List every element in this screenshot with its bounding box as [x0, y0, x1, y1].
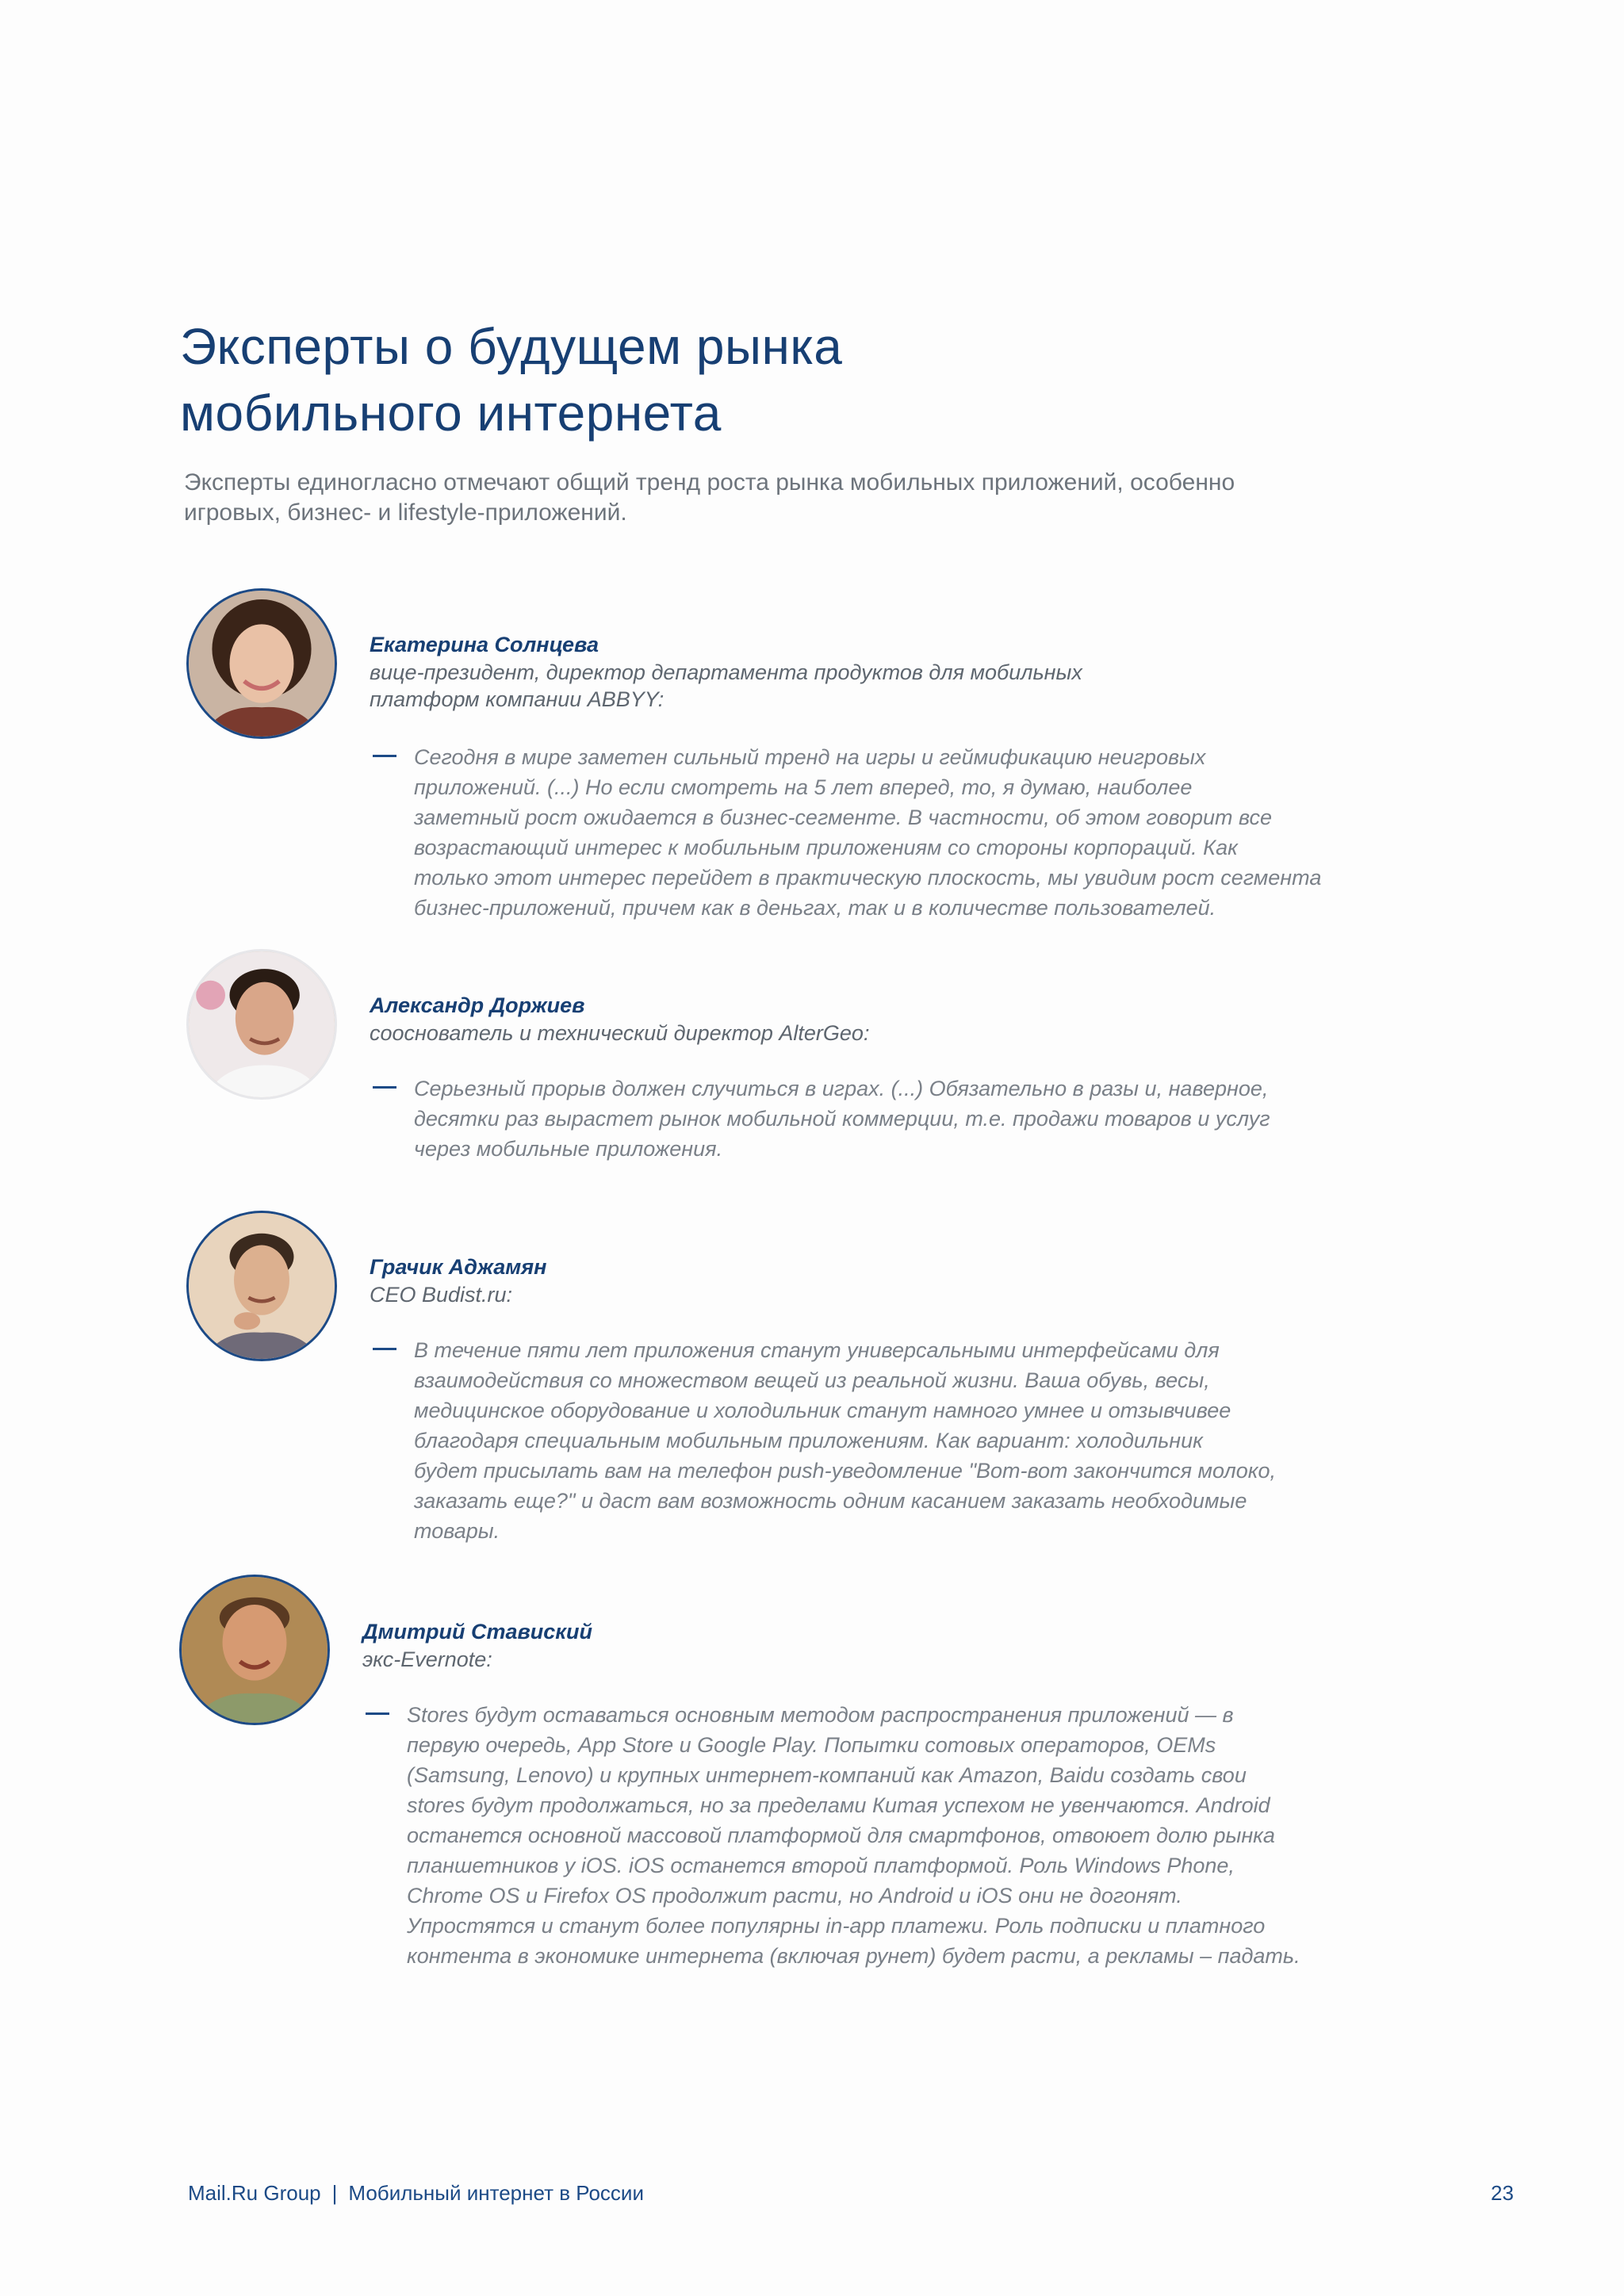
avatar [179, 1575, 330, 1725]
role-line: экс-Evernote: [362, 1647, 492, 1671]
expert-quote [407, 1700, 1342, 1971]
quote-line: Stores будут оставаться основным методом распространения приложений — в [407, 1703, 1234, 1727]
page-number: 23 [1491, 2181, 1514, 2205]
quote-line: медицинское оборудование и холодильник станут намного умнее и отзывчивее [414, 1399, 1231, 1422]
quote-line: В течение пяти лет приложения станут универсальными интерфейсами для [414, 1338, 1220, 1362]
footer-separator: | [331, 2181, 338, 2205]
page-title-line: Эксперты о будущем рынка [180, 318, 843, 375]
quote-line: заметный рост ожидается в бизнес-сегменте. В частности, об этом говорит все [414, 806, 1273, 829]
expert-role [370, 1020, 869, 1047]
role-line: платформ компании ABBYY: [370, 687, 665, 711]
intro-line: игровых, бизнес- и lifestyle-приложений. [184, 499, 627, 526]
expert-role [370, 1281, 512, 1308]
quote-dash [366, 1712, 389, 1715]
expert-name: Дмитрий Ставиский [362, 1620, 592, 1644]
quote-line: десятки раз вырастет рынок мобильной коммерции, т.е. продажи товаров и услуг [414, 1107, 1270, 1131]
quote-line: заказать еще?" и даст вам возможность одним касанием заказать необходимые [414, 1489, 1247, 1513]
avatar-portrait-image [189, 1213, 335, 1359]
quote-line: бизнес-приложений, причем как в деньгах, так и в количестве пользователей. [414, 896, 1216, 920]
quote-line: только этот интерес перейдет в практическую плоскость, мы увидим рост сегмента [414, 866, 1322, 890]
quote-line: возрастающий интерес к мобильным приложениям со стороны корпораций. Как [414, 836, 1238, 859]
avatar-portrait-image [189, 951, 335, 1097]
page-title-line: мобильного интернета [180, 385, 722, 442]
expert-role [370, 659, 1082, 713]
footer-publication [188, 2180, 644, 2206]
role-line: вице-президент, директор департамента продуктов для мобильных [370, 660, 1082, 684]
quote-line: Упростятся и станут более популярны in-app платежи. Роль подписки и платного [407, 1914, 1266, 1938]
quote-line: (Samsung, Lenovo) и крупных интернет-компаний как Amazon, Baidu создать свои [407, 1763, 1247, 1787]
expert-quote [414, 742, 1350, 923]
expert-name: Александр Доржиев [370, 993, 585, 1017]
quote-line: через мобильные приложения. [414, 1137, 723, 1161]
intro-line: Эксперты единогласно отмечают общий тренд роста рынка мобильных приложений, особенно [184, 469, 1235, 496]
avatar [186, 949, 337, 1100]
expert-role [362, 1646, 492, 1673]
expert-quote [414, 1073, 1350, 1164]
quote-line: планшетников у iOS. iOS останется второй платформой. Роль Windows Phone, [407, 1854, 1235, 1877]
quote-dash [373, 1086, 396, 1089]
quote-line: взаимодействия со множеством вещей из реальной жизни. Ваша обувь, весы, [414, 1368, 1210, 1392]
expert-quote [414, 1335, 1350, 1546]
expert-name: Екатерина Солнцева [370, 633, 599, 656]
quote-line: товары. [414, 1519, 500, 1543]
quote-line: первую очередь, App Store и Google Play. Попытки сотовых операторов, OEMs [407, 1733, 1216, 1757]
quote-line: благодаря специальным мобильным приложениям. Как вариант: холодильник [414, 1429, 1203, 1452]
quote-dash [373, 1348, 396, 1350]
quote-dash [373, 755, 396, 757]
footer-brand: Mail.Ru Group [188, 2181, 321, 2205]
quote-line: Серьезный прорыв должен случиться в играх. (...) Обязательно в разы и, наверное, [414, 1077, 1269, 1100]
avatar [186, 588, 337, 739]
quote-line: контента в экономике интернета (включая рунет) будет расти, а рекламы – падать. [407, 1944, 1300, 1968]
quote-line: Сегодня в мире заметен сильный тренд на игры и геймификацию неигровых [414, 745, 1206, 769]
quote-line: будет присылать вам на телефон push-уведомление "Вот-вот закончится молоко, [414, 1459, 1276, 1483]
intro-paragraph [184, 468, 1342, 528]
role-line: CEO Budist.ru: [370, 1283, 513, 1307]
avatar-portrait-image [189, 591, 335, 737]
quote-line: stores будут продолжаться, но за пределами Китая успехом не увенчаются. Android [407, 1793, 1270, 1817]
footer-title: Мобильный интернет в России [348, 2181, 644, 2205]
quote-line: приложений. (...) Но если смотреть на 5 лет вперед, то, я думаю, наиболее [414, 775, 1193, 799]
avatar-portrait-image [182, 1577, 327, 1723]
quote-line: останется основной массовой платформой для смартфонов, отвоюет долю рынка [407, 1823, 1275, 1847]
role-line: сооснователь и технический директор AlterGeo: [370, 1021, 870, 1045]
quote-line: Chrome OS и Firefox OS продолжит расти, но Android и iOS они не догонят. [407, 1884, 1182, 1908]
avatar [186, 1211, 337, 1361]
page-title [180, 313, 1290, 446]
expert-name: Грачик Аджамян [370, 1255, 547, 1279]
